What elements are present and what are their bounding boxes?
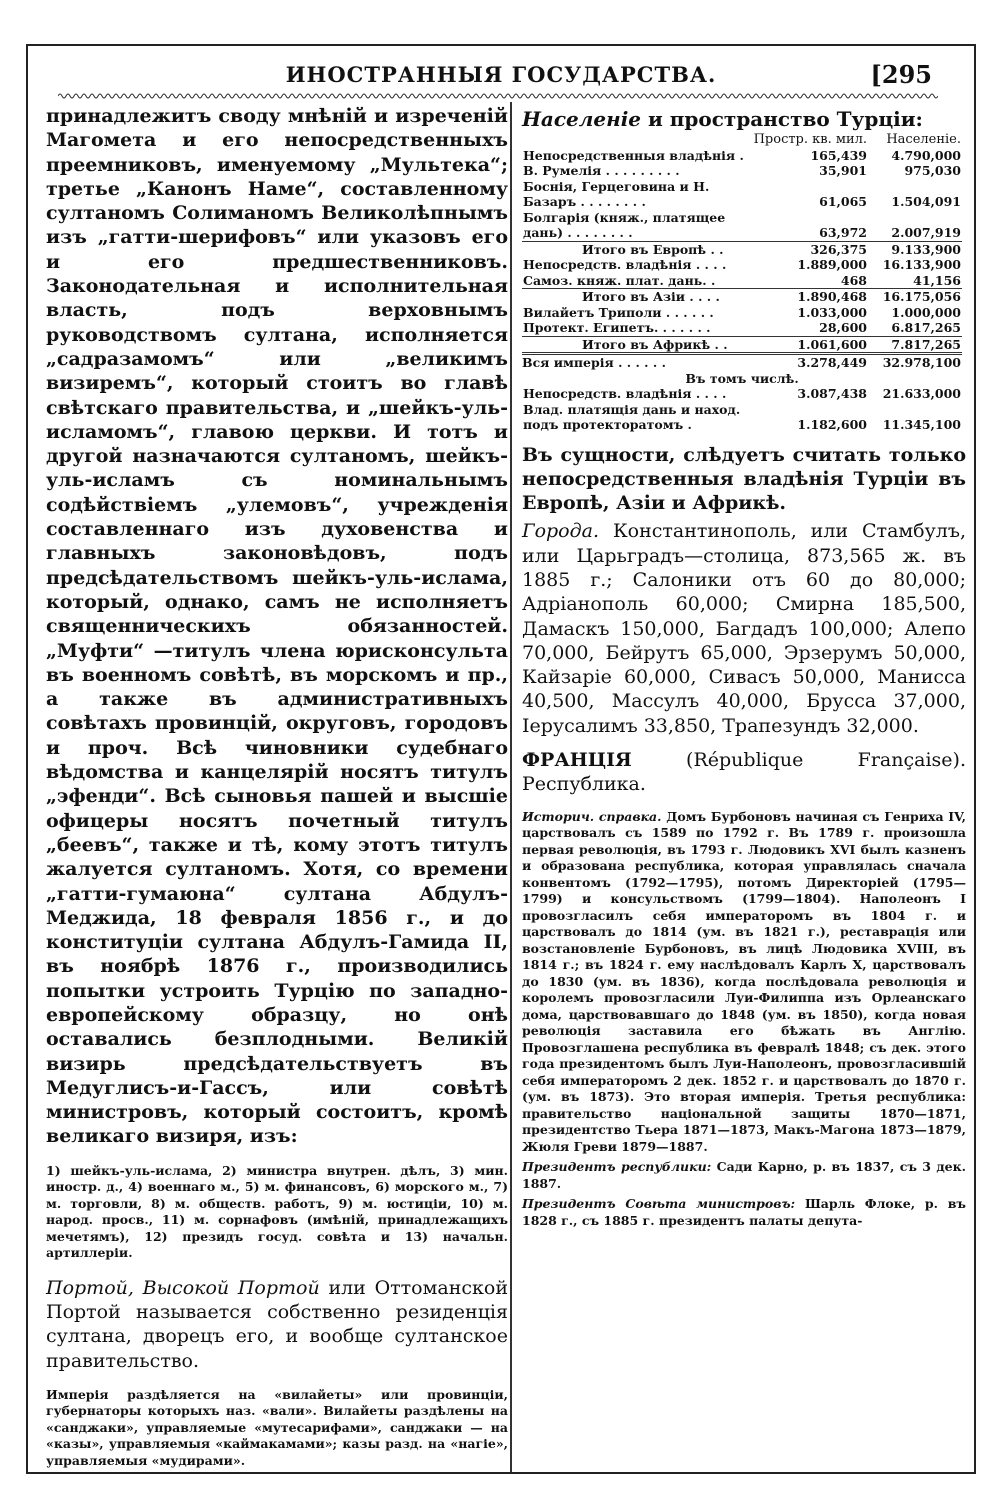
row-population: 2.007,919 <box>891 225 961 240</box>
france-history <box>522 809 966 1156</box>
row-name: Итого въ Европѣ . . <box>522 241 753 257</box>
row-name: Въ томъ числѣ. <box>685 370 799 386</box>
table-row <box>522 289 962 305</box>
president-text: Сади Карно, р. въ 1837, съ 3 дек. 1887. <box>522 1159 966 1191</box>
france-subtitle: (République Française). Республика. <box>522 749 966 796</box>
row-population: 1.000,000 <box>891 304 961 320</box>
history-label: Историч. справка. <box>522 808 662 824</box>
row-name: Итого въ Азіи . . . . <box>522 289 753 305</box>
essence-paragraph: Въ сущности, слѣдуетъ считать только непосредственныя владѣнія Турціи въ Европѣ, Азіи и Африкѣ. <box>522 443 966 515</box>
row-population: 16.133,900 <box>882 257 961 272</box>
table-row <box>522 354 962 371</box>
porte-rest: называется собственно резиденція султана, дворецъ его, и вообще султанское правительство. <box>46 1301 508 1372</box>
population-heading-rest: и пространство Турціи: <box>641 107 923 131</box>
row-name: Непосредств. владѣнія . . . . <box>523 386 727 401</box>
row-area: 61,065 <box>819 194 867 209</box>
running-title: ИНОСТРАННЫЯ ГОСУДАРСТВА. <box>285 62 717 87</box>
page-number: [295 <box>870 60 932 89</box>
admin-division-paragraph: Имперія раздѣляется на «вилайеты» или провинціи, губернаторы которыхъ наз. «вали». Вилайеты раздѣлены на «санджаки», управляемые «мутесарифами», санджаки — на «казы», управляемыя «каймакамами»; казы разд. на «нагіе», управляемыя «мудирами». <box>46 1386 508 1468</box>
row-name: Вилайетъ Триполи . . . . . . <box>523 304 714 320</box>
row-population: 32.978,100 <box>868 354 962 371</box>
wavy-rule <box>58 92 938 100</box>
row-population: 4.790,000 <box>891 147 961 163</box>
table-row <box>522 163 962 179</box>
row-name: Влад. платящія дань и наход. подъ протекторатомъ . <box>523 401 741 432</box>
table-row <box>522 257 962 273</box>
cities-paragraph <box>522 519 966 738</box>
row-area: 3.087,438 <box>797 386 867 401</box>
porte-ottoman: Оттоманской Портой <box>46 1276 508 1324</box>
history-text: Домъ Бурбоновъ начиная съ Генриха IV, царствовалъ съ 1589 по 1792 г. Въ 1789 г. произошла первая революція, въ 1793 г. Людовикъ XVI былъ казненъ и образована республика, которая управлялась сначала конвентомъ (1792—1795), потомъ Директоріей (1795—1799) и консульствомъ (1799—1804). Наполеонъ I провозгласилъ себя императоромъ въ 1804 г. и царствовалъ до 1814 (ум. въ 1821 г.), реставрація или возстановленіе Бурбоновъ, въ лицѣ Людовика XVIII, въ 1814 г.; въ 1824 г. ему наслѣдовалъ Карлъ X, царствовалъ до 1830 (ум. въ 1836), когда послѣдовала революція и королемъ провозгласили Луи-Филиппа изъ Орлеанскаго дома, царствовавшаго до 1848 (ум. въ 1850), когда новая революція заставила его бѣжать въ Англію. Провозглашена республика въ февралѣ 1848; съ дек. этого года президентомъ былъ Луи-Наполеонъ, провозгласившій себя императоромъ 2 дек. 1852 г. и царствовалъ до 1870 г. (ум. въ 1873). Это вторая имперія. Третья республика: правительство національной защиты 1870—1871, президентство Тьера 1871—1873, Макъ-Магона 1873—1879, Жюля Греви 1879—1887. <box>522 808 966 1154</box>
page-frame <box>26 44 976 1474</box>
row-name: Вся имперія . . . . . . <box>522 354 753 371</box>
table-row <box>522 273 962 289</box>
row-area: 63,972 <box>819 225 867 240</box>
porte-italic: Портой, Высокой Портой <box>46 1276 320 1299</box>
row-population: 1.504,091 <box>891 194 961 209</box>
table-header-row <box>522 132 962 148</box>
row-name: Непосредственныя владѣнія . <box>523 147 744 163</box>
population-heading-italic: Населеніе <box>522 107 642 131</box>
population-table <box>522 132 962 433</box>
council-label: Президентъ Совѣта министровъ: <box>522 1196 796 1212</box>
council-line <box>522 1196 966 1229</box>
ministers-list: 1) шейкъ-уль-ислама, 2) министра внутрен. дѣлъ, 3) мин. иностр. д., 4) военнаго м., 5) м. финансовъ, 6) морского м., 7) м. торговли, 8) м. обществ. работъ, 9) м. юстиціи, 10) м. народ. просв., 11) м. сорнафовъ (имѣній, принадлежащихъ мечетямъ), 12) президъ госуд. совѣта и 13) начальн. артиллеріи. <box>46 1162 508 1261</box>
row-area: 3.278,449 <box>753 354 868 371</box>
table-row <box>522 320 962 336</box>
row-name: Самоз. княж. плат. дань. . <box>523 272 716 288</box>
row-population: 7.817,265 <box>868 336 962 354</box>
table-row <box>522 179 962 210</box>
row-area: 35,901 <box>819 163 867 178</box>
france-heading <box>522 748 966 797</box>
table-row <box>522 241 962 257</box>
table-row <box>522 386 962 402</box>
table-row <box>522 371 962 387</box>
row-population: 16.175,056 <box>868 289 962 305</box>
row-area: 1.033,000 <box>797 304 867 320</box>
col-pop-header: Населеніе. <box>886 132 961 147</box>
table-row <box>522 402 962 433</box>
page-header <box>28 46 974 92</box>
row-area: 28,600 <box>819 320 867 335</box>
council-text: Шарль Флоке, р. въ 1828 г., съ 1885 г. президентъ палаты депута- <box>522 1196 966 1228</box>
govt-paragraph: принадлежитъ своду мнѣній и изреченій Магомета и его непосредственныхъ преемниковъ, именуемому „Мультека“; третье „Канонъ Наме“, составленному султаномъ Солиманомъ Великолѣпнымъ изъ „гатти-шерифовъ“ или указовъ его и его предшественниковъ. Законодательная и исполнительная власть, подъ верховнымъ руководствомъ султана, исполняется „садразамомъ“ или „великимъ визиремъ“, который стоитъ во главѣ свѣтскаго правительства, и „шейкъ-уль-исламомъ“, главою церкви. И тотъ и другой назначаются султаномъ, шейкъ-уль-исламъ съ номинальнымъ содѣйствіемъ „улемовъ“, учрежденія составленнаго изъ духовенства и главныхъ законовѣдовъ, подъ предсѣдательствомъ шейкъ-уль-ислама, который, однако, самъ не исполняетъ священническихъ обязанностей. „Муфти“ —титулъ члена юрисконсульта въ военномъ совѣтѣ, въ морскомъ и пр., а также въ административныхъ совѣтахъ провинцій, округовъ, городовъ и проч. Всѣ чиновники судебнаго вѣдомства и канцелярій носятъ титулъ „эфенди“. Всѣ сыновья пашей и высшіе офицеры носятъ почетный титулъ „беевъ“, также и тѣ, кому этотъ титулъ жалуется султаномъ. Хотя, со времени „гатти-гумаюна“ султана Абдулъ-Меджида, 18 февраля 1856 г., и до конституціи султана Абдулъ-Гамида II, въ ноябрѣ 1876 г., производились попытки устроить Турцію по западно-европейскому образцу, но онѣ оставались безплодными. Великій визирь предсѣдательствуетъ въ Медуглисъ-и-Гассъ, или совѣтѣ министровъ, который состоитъ, кромѣ великаго визиря, изъ: <box>46 105 508 1148</box>
row-area: 1.890,468 <box>753 289 868 305</box>
row-area: 1.061,600 <box>753 336 868 354</box>
population-heading <box>522 106 966 132</box>
row-population: 21.633,000 <box>882 386 961 401</box>
president-label: Президентъ республики: <box>522 1159 712 1175</box>
table-row <box>522 210 962 242</box>
row-name: В. Румелія . . . . . . . . . <box>523 163 680 178</box>
table-row <box>522 148 962 164</box>
row-area: 326,375 <box>753 241 868 257</box>
right-column <box>510 102 966 1472</box>
porte-conj: или <box>319 1276 375 1299</box>
row-population: 11.345,100 <box>882 417 961 432</box>
table-row <box>522 305 962 321</box>
table-row <box>522 336 962 354</box>
col-area-header: Простр. кв. мил. <box>753 132 867 147</box>
row-area: 165,439 <box>810 147 867 163</box>
row-area: 468 <box>840 272 867 288</box>
row-population: 9.133,900 <box>868 241 962 257</box>
row-population: 41,156 <box>913 272 961 288</box>
cities-label: Города. <box>522 520 600 543</box>
left-column <box>46 104 508 1469</box>
porte-paragraph <box>46 1276 508 1373</box>
row-name: Протект. Египетъ. . . . . . . <box>523 320 711 335</box>
row-area: 1.889,000 <box>797 257 867 272</box>
row-name: Боснія, Герцеговина и Н. Базаръ . . . . . . . . <box>523 178 710 209</box>
france-title: ФРАНЦІЯ <box>522 749 632 772</box>
row-name: Непосредств. владѣнія . . . . <box>523 257 727 272</box>
row-name: Итого въ Африкѣ . . <box>522 336 753 354</box>
president-line <box>522 1159 966 1192</box>
row-population: 975,030 <box>904 163 961 178</box>
row-area: 1.182,600 <box>797 417 867 432</box>
cities-text: Константинополь, или Стамбулъ, или Царьградъ—столица, 873,565 ж. въ 1885 г.; Салоники отъ 60 до 80,000; Адріанополь 60,000; Смирна 185,500, Дамаскъ 150,000, Багдадъ 100,000; Алепо 70,000, Бейрутъ 65,000, Эрзерумъ 50,000, Кайзаріе 60,000, Сивасъ 50,000, Манисса 40,500, Массулъ 40,000, Бруссa 37,000, Іерусалимъ 33,850, Трапезундъ 32,000. <box>522 520 966 737</box>
row-population: 6.817,265 <box>891 320 961 335</box>
row-name: Болгарія (княж., платящее дань) . . . . . . . . <box>523 209 726 240</box>
